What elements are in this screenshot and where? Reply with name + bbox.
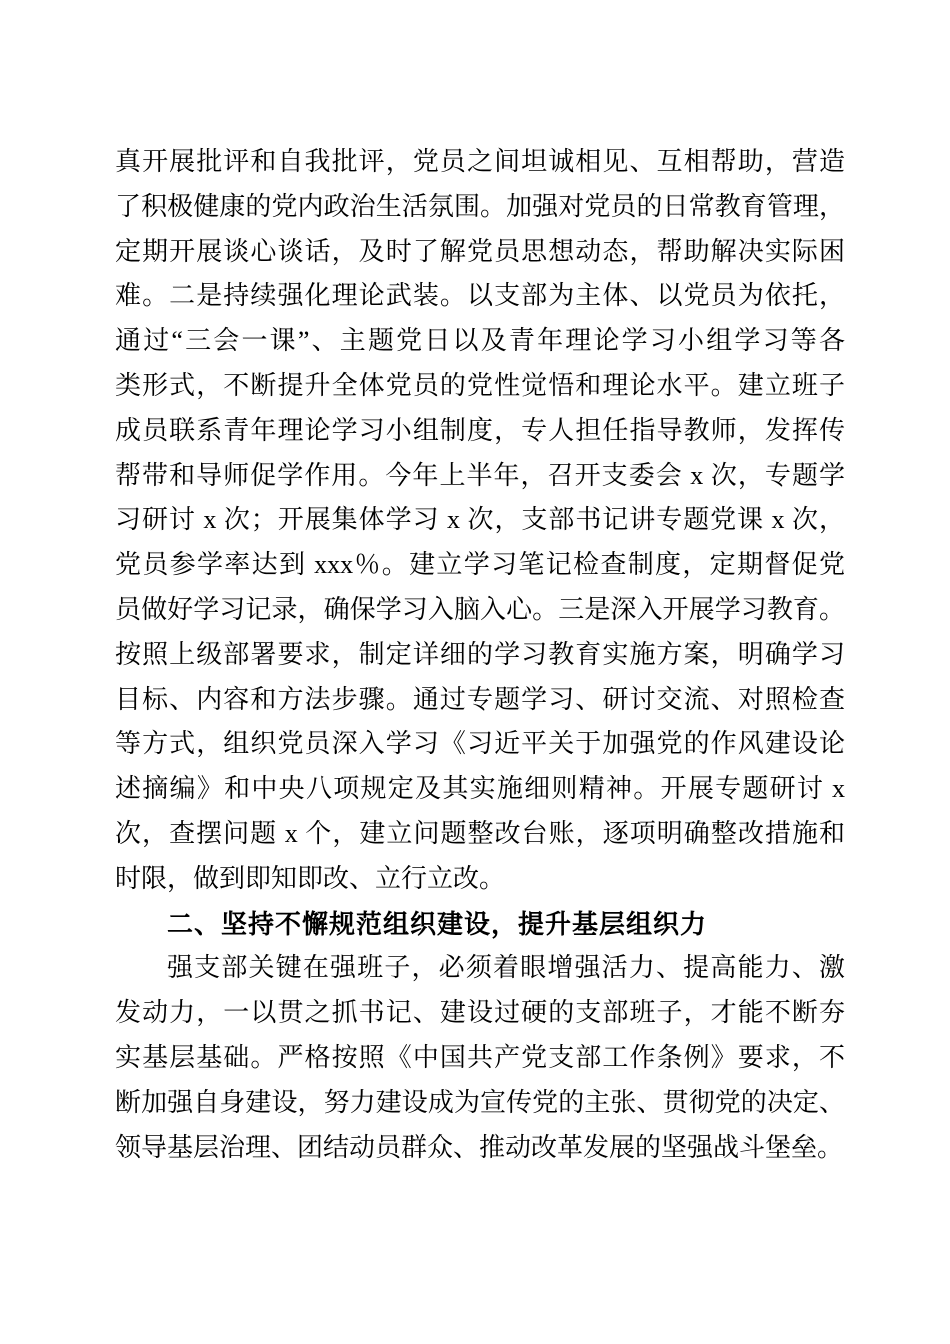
body-line: 员做好学习记录，确保学习入脑入心。三是深入开展学习教育。: [115, 594, 845, 624]
body-line: 习研讨 x 次；开展集体学习 x 次，支部书记讲专题党课 x 次，: [115, 505, 845, 535]
body-line: 真开展批评和自我批评，党员之间坦诚相见、互相帮助，营造: [115, 147, 845, 176]
body-line: 党员参学率达到 xxx％。建立学习笔记检查制度，定期督促党: [115, 550, 845, 580]
body-line: 了积极健康的党内政治生活氛围。加强对党员的日常教育管理，: [115, 191, 845, 221]
body-line: 定期开展谈心谈话，及时了解党员思想动态，帮助解决实际困: [115, 236, 845, 266]
section-heading: 二、坚持不懈规范组织建设，提升基层组织力: [167, 908, 708, 939]
body-line: 类形式，不断提升全体党员的党性觉悟和理论水平。建立班子: [115, 370, 845, 400]
body-line: 成员联系青年理论学习小组制度，专人担任指导教师，发挥传: [115, 415, 845, 445]
body-line: 断加强自身建设，努力建设成为宣传党的主张、贯彻党的决定、: [115, 1087, 845, 1117]
body-line: 帮带和导师促学作用。今年上半年，召开支委会 x 次，专题学: [115, 460, 845, 490]
body-line: 强支部关键在强班子，必须着眼增强活力、提高能力、激: [167, 953, 845, 983]
body-line: 领导基层治理、团结动员群众、推动改革发展的坚强战斗堡垒。: [115, 1132, 844, 1162]
body-line: 目标、内容和方法步骤。通过专题学习、研讨交流、对照检查: [115, 684, 845, 714]
body-line: 难。二是持续强化理论武装。以支部为主体、以党员为依托，: [115, 281, 845, 311]
body-line: 述摘编》和中央八项规定及其实施细则精神。开展专题研讨 x: [115, 774, 845, 804]
body-line: 通过“三会一课”、主题党日以及青年理论学习小组学习等各: [115, 326, 845, 356]
document-body: [115, 140, 845, 1170]
body-line: 实基层基础。严格按照《中国共产党支部工作条例》要求，不: [115, 1042, 845, 1072]
body-line: 次，查摆问题 x 个，建立问题整改台账，逐项明确整改措施和: [115, 818, 845, 848]
body-line: 按照上级部署要求，制定详细的学习教育实施方案，明确学习: [115, 639, 845, 669]
body-line: 发动力，一以贯之抓书记、建设过硬的支部班子，才能不断夯: [115, 998, 845, 1028]
body-line: 等方式，组织党员深入学习《习近平关于加强党的作风建设论: [115, 729, 845, 759]
body-line: 时限，做到即知即改、立行立改。: [115, 863, 506, 893]
